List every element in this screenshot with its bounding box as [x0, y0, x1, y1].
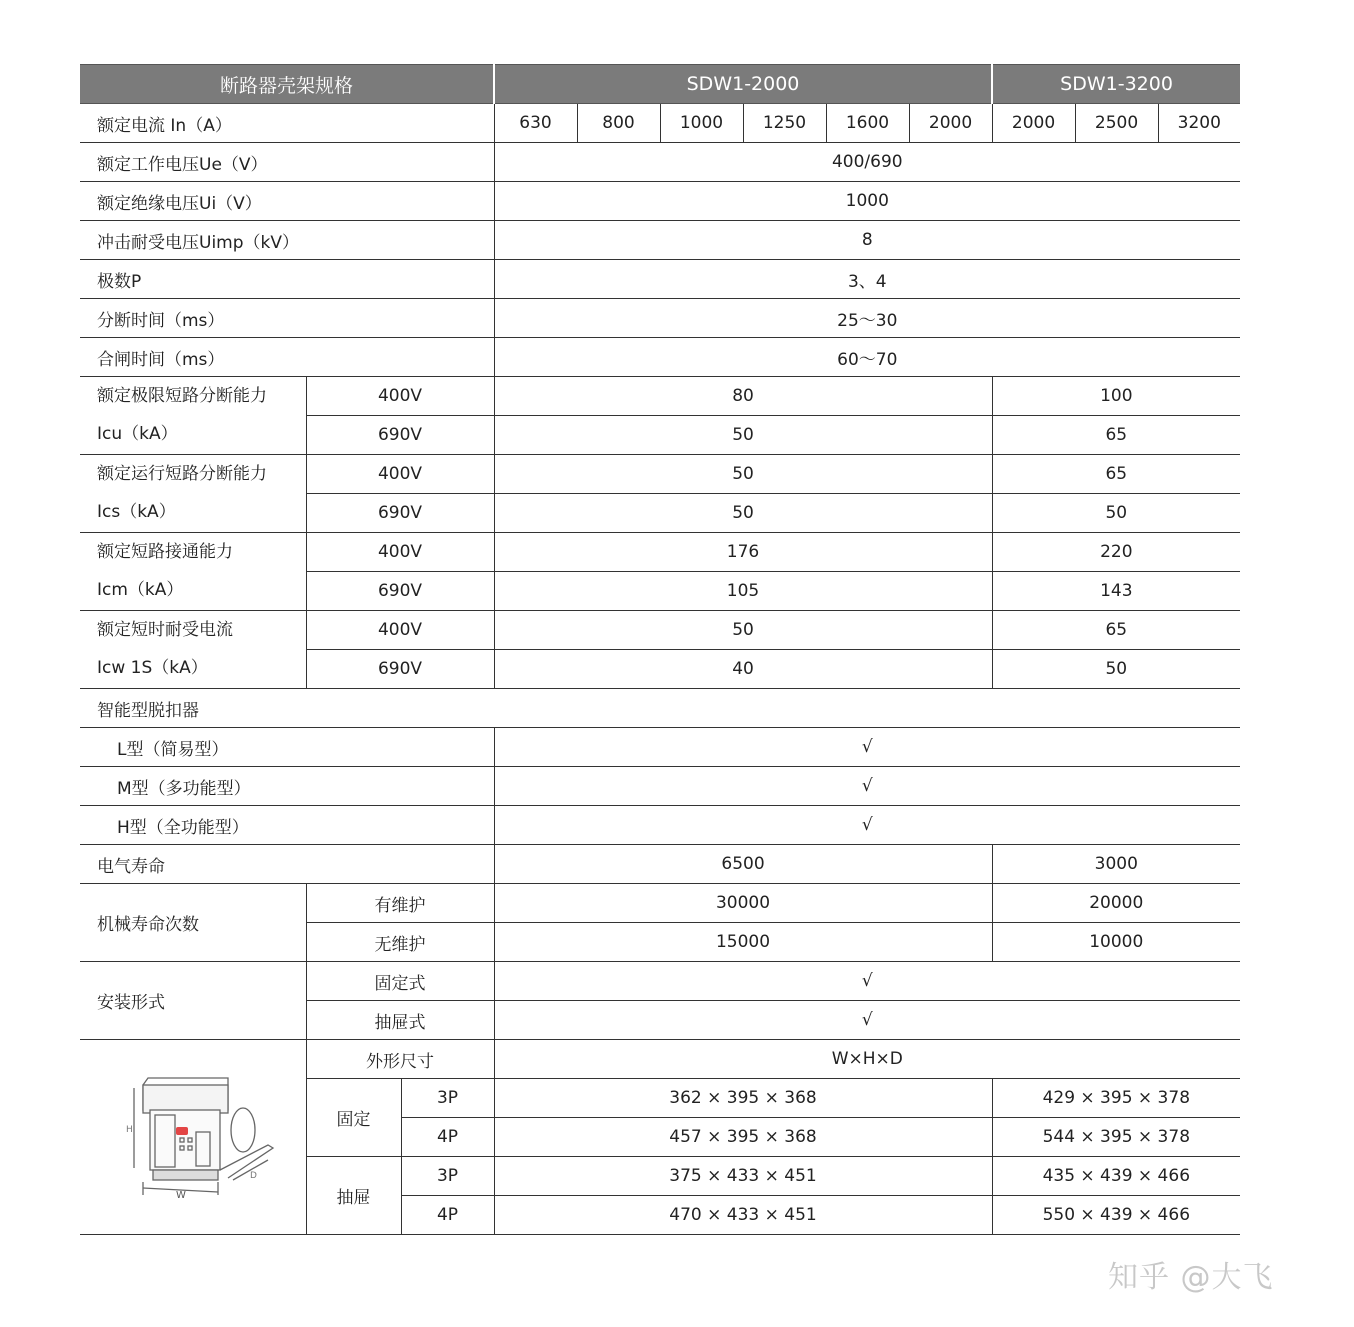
value-b: 10000 [992, 923, 1240, 962]
table-row [80, 845, 1240, 884]
table-row [80, 377, 1240, 416]
check-mark: √ [494, 806, 1240, 845]
value-a: 457 × 395 × 368 [494, 1118, 992, 1157]
current-value: 2000 [992, 104, 1075, 143]
value-a: 80 [494, 377, 992, 416]
current-value: 1000 [660, 104, 743, 143]
row-label: 安装形式 [80, 962, 306, 1040]
sub-label: 无维护 [306, 923, 494, 962]
row-label: 合闸时间（ms） [80, 338, 494, 377]
voltage: 690V [306, 416, 494, 455]
row-value: 25～30 [494, 299, 1240, 338]
group-symbol: Icu（kA） [97, 424, 178, 444]
poles: 4P [401, 1196, 494, 1235]
table-row [80, 143, 1240, 182]
value-a: 40 [494, 650, 992, 689]
group-title: 额定短路接通能力 [97, 542, 233, 562]
table-row [80, 728, 1240, 767]
group-label [80, 533, 306, 611]
value-b: 100 [992, 377, 1240, 416]
voltage: 690V [306, 650, 494, 689]
table-row [80, 455, 1240, 494]
value-a: 50 [494, 611, 992, 650]
table-row [80, 611, 1240, 650]
current-value: 800 [577, 104, 660, 143]
value-a: 50 [494, 494, 992, 533]
table-row [80, 806, 1240, 845]
voltage: 400V [306, 611, 494, 650]
table-row [80, 299, 1240, 338]
sub-label: 抽屉式 [306, 1001, 494, 1040]
voltage: 690V [306, 494, 494, 533]
value-b: 50 [992, 650, 1240, 689]
table-row [80, 689, 1240, 728]
value-a: 30000 [494, 884, 992, 923]
group-label [80, 377, 306, 455]
voltage: 690V [306, 572, 494, 611]
row-value: 60～70 [494, 338, 1240, 377]
voltage: 400V [306, 377, 494, 416]
row-label: 冲击耐受电压Uimp（kV） [80, 221, 494, 260]
breaker-image [80, 1040, 306, 1235]
group-symbol: Ics（kA） [97, 502, 176, 522]
table-row [80, 104, 1240, 143]
value-a: 50 [494, 416, 992, 455]
row-value: 8 [494, 221, 1240, 260]
header-row [80, 65, 1240, 104]
value-b: 65 [992, 416, 1240, 455]
mount-type: 固定 [306, 1079, 401, 1157]
current-value: 2000 [909, 104, 992, 143]
value-b: 220 [992, 533, 1240, 572]
row-label: 额定绝缘电压Ui（V） [80, 182, 494, 221]
section-label: 智能型脱扣器 [80, 689, 1240, 728]
value-b: 65 [992, 455, 1240, 494]
row-label: 电气寿命 [80, 845, 494, 884]
row-label: 额定工作电压Ue（V） [80, 143, 494, 182]
breaker-drawing-icon [108, 1070, 278, 1200]
value-a: 362 × 395 × 368 [494, 1079, 992, 1118]
value-a: 375 × 433 × 451 [494, 1157, 992, 1196]
sub-label: 有维护 [306, 884, 494, 923]
value-a: 470 × 433 × 451 [494, 1196, 992, 1235]
value-b: 143 [992, 572, 1240, 611]
sub-label: 外形尺寸 [306, 1040, 494, 1079]
watermark: 知乎 @大飞 [1108, 1260, 1274, 1295]
header-model-b: SDW1-3200 [992, 65, 1240, 104]
value-b: 429 × 395 × 378 [992, 1079, 1240, 1118]
table-row [80, 221, 1240, 260]
height-label: H [125, 1124, 133, 1135]
value-b: 435 × 439 × 466 [992, 1157, 1240, 1196]
table-row [80, 962, 1240, 1001]
check-mark: √ [494, 728, 1240, 767]
row-value: 400/690 [494, 143, 1240, 182]
table-row [80, 1040, 1240, 1079]
table-row [80, 182, 1240, 221]
header-spec: 断路器壳架规格 [80, 65, 494, 104]
depth-label: D [249, 1170, 257, 1181]
width-label: W [175, 1189, 186, 1200]
sub-label: 固定式 [306, 962, 494, 1001]
value-b: 550 × 439 × 466 [992, 1196, 1240, 1235]
row-value: 3、4 [494, 260, 1240, 299]
table-row [80, 338, 1240, 377]
poles: 4P [401, 1118, 494, 1157]
voltage: 400V [306, 455, 494, 494]
value-b: 50 [992, 494, 1240, 533]
group-title: 额定短时耐受电流 [97, 620, 233, 640]
voltage: 400V [306, 533, 494, 572]
group-label [80, 455, 306, 533]
table-row [80, 533, 1240, 572]
value-b: 65 [992, 611, 1240, 650]
current-value: 2500 [1075, 104, 1158, 143]
row-value: 1000 [494, 182, 1240, 221]
current-value: 3200 [1158, 104, 1240, 143]
header-model-a: SDW1-2000 [494, 65, 992, 104]
check-mark: √ [494, 1001, 1240, 1040]
group-label [80, 611, 306, 689]
value-a: 15000 [494, 923, 992, 962]
current-value: 1250 [743, 104, 826, 143]
value-a: 50 [494, 455, 992, 494]
check-mark: √ [494, 962, 1240, 1001]
group-symbol: Icm（kA） [97, 580, 184, 600]
value-a: 6500 [494, 845, 992, 884]
row-label: M型（多功能型） [80, 767, 494, 806]
current-value: 1600 [826, 104, 909, 143]
table-row [80, 767, 1240, 806]
value-a: 176 [494, 533, 992, 572]
current-value: 630 [494, 104, 577, 143]
mount-type: 抽屉 [306, 1157, 401, 1235]
row-label: L型（简易型） [80, 728, 494, 767]
group-title: 额定极限短路分断能力 [97, 386, 267, 406]
table-row [80, 260, 1240, 299]
value-b: 544 × 395 × 378 [992, 1118, 1240, 1157]
poles: 3P [401, 1157, 494, 1196]
check-mark: √ [494, 767, 1240, 806]
value-b: 3000 [992, 845, 1240, 884]
row-label: 极数P [80, 260, 494, 299]
table-row [80, 884, 1240, 923]
spec-table [80, 64, 1240, 1235]
value-a: 105 [494, 572, 992, 611]
row-label: 分断时间（ms） [80, 299, 494, 338]
group-title: 额定运行短路分断能力 [97, 464, 267, 484]
value-b: 20000 [992, 884, 1240, 923]
row-label: H型（全功能型） [80, 806, 494, 845]
group-symbol: Icw 1S（kA） [97, 658, 208, 678]
row-value: W×H×D [494, 1040, 1240, 1079]
poles: 3P [401, 1079, 494, 1118]
row-label: 额定电流 In（A） [80, 104, 494, 143]
row-label: 机械寿命次数 [80, 884, 306, 962]
